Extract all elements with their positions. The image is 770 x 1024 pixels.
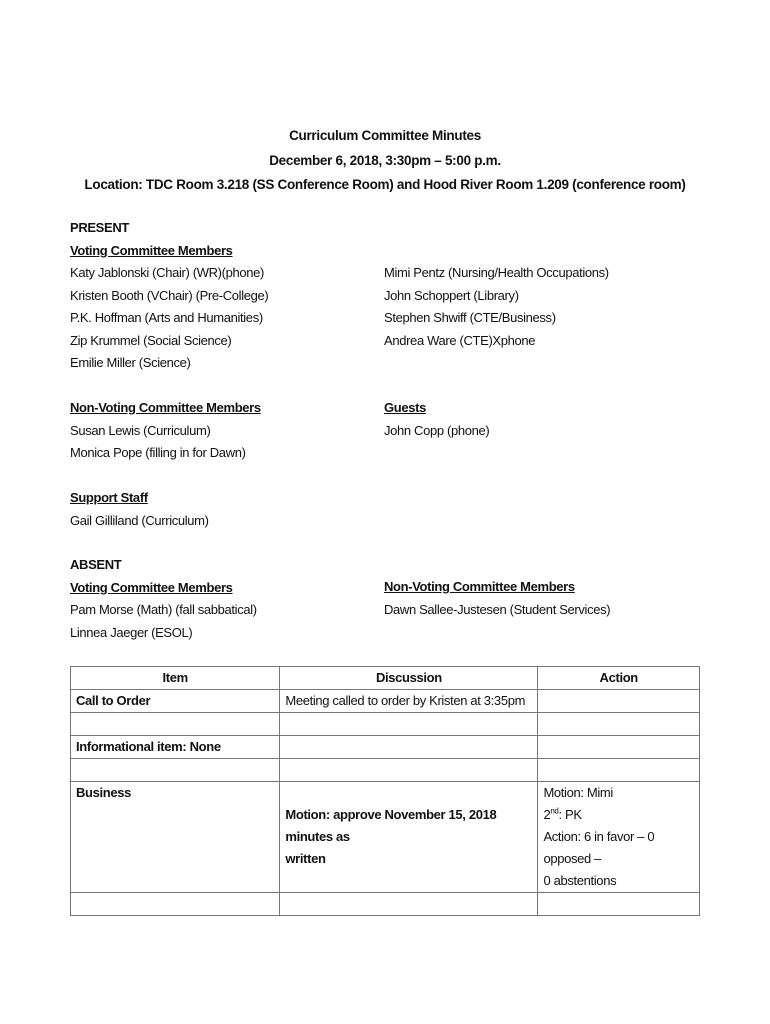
table-cell-discussion <box>280 736 538 759</box>
absent-nonvoting-heading: Non-Voting Committee Members <box>384 579 575 594</box>
present-nonvoting-section <box>70 397 261 465</box>
table-row <box>71 759 700 782</box>
absent-voting-heading: Voting Committee Members <box>70 579 233 595</box>
absent-voting-member: Linnea Jaeger (ESOL) <box>70 624 193 640</box>
table-cell-action <box>538 893 700 916</box>
nonvoting-member: Susan Lewis (Curriculum) <box>70 422 211 438</box>
table-cell-item: Informational item: None <box>71 736 280 759</box>
voting-member: P.K. Hoffman (Arts and Humanities) <box>70 310 263 325</box>
action-second <box>543 804 694 826</box>
table-header-item: Item <box>71 667 280 690</box>
present-right-column <box>384 262 609 352</box>
guests-section <box>384 397 489 442</box>
action-vote: 0 abstentions <box>543 873 617 888</box>
table-cell-discussion <box>280 713 538 736</box>
absent-nonvoting-member: Dawn Sallee-Justesen (Student Services) <box>384 601 611 617</box>
voting-member: Stephen Shwiff (CTE/Business) <box>384 310 556 325</box>
guests-heading: Guests <box>384 400 426 415</box>
nonvoting-member: Monica Pope (filling in for Dawn) <box>70 445 246 460</box>
table-header-discussion: Discussion <box>280 667 538 690</box>
meeting-date: December 6, 2018, 3:30pm – 5:00 p.m. <box>269 152 501 168</box>
document-title: Curriculum Committee Minutes <box>289 128 481 143</box>
action-second-number: 2 <box>543 807 551 822</box>
business-discussion-line: Motion: approve November 15, 2018 minutes as <box>285 807 497 844</box>
voting-member: John Schoppert (Library) <box>384 287 519 303</box>
support-staff-section <box>70 487 209 532</box>
table-cell-discussion <box>280 893 538 916</box>
present-heading: PRESENT <box>70 220 129 235</box>
table-cell-item <box>71 893 280 916</box>
absent-left-column <box>70 554 257 644</box>
table-cell-item: Business <box>71 782 280 893</box>
table-cell-action <box>538 713 700 736</box>
table-row <box>71 893 700 916</box>
minutes-table <box>70 666 700 916</box>
table-row <box>71 736 700 759</box>
absent-heading: ABSENT <box>70 557 122 572</box>
table-header-row <box>71 667 700 690</box>
table-cell-item: Call to Order <box>71 690 280 713</box>
present-nonvoting-heading: Non-Voting Committee Members <box>70 400 261 415</box>
support-staff-member: Gail Gilliland (Curriculum) <box>70 512 209 528</box>
voting-member: Andrea Ware (CTE)Xphone <box>384 332 536 348</box>
table-cell-discussion <box>280 782 538 893</box>
document-header <box>0 124 770 198</box>
table-row <box>71 690 700 713</box>
table-cell-action <box>538 690 700 713</box>
table-cell-action <box>538 736 700 759</box>
voting-member: Katy Jablonski (Chair) (WR)(phone) <box>70 265 264 280</box>
present-voting-heading: Voting Committee Members <box>70 242 233 258</box>
action-second-suffix: nd <box>550 806 559 816</box>
voting-member: Emilie Miller (Science) <box>70 355 191 370</box>
meeting-location: Location: TDC Room 3.218 (SS Conference Room) and Hood River Room 1.209 (conference room) <box>84 177 686 192</box>
table-cell-action <box>538 759 700 782</box>
guest-member: John Copp (phone) <box>384 422 490 438</box>
voting-member: Zip Krummel (Social Science) <box>70 332 232 348</box>
action-vote: Action: 6 in favor – 0 opposed – <box>543 829 655 866</box>
absent-voting-member: Pam Morse (Math) (fall sabbatical) <box>70 602 257 617</box>
table-cell-item <box>71 759 280 782</box>
support-staff-heading: Support Staff <box>70 490 148 505</box>
table-cell-discussion <box>280 759 538 782</box>
table-row <box>71 713 700 736</box>
absent-right-column <box>384 576 610 621</box>
action-motion: Motion: Mimi <box>543 785 613 800</box>
table-cell-item <box>71 713 280 736</box>
table-row-business <box>71 782 700 893</box>
voting-member: Mimi Pentz (Nursing/Health Occupations) <box>384 265 609 280</box>
business-discussion-line: written <box>285 851 326 866</box>
voting-member: Kristen Booth (VChair) (Pre-College) <box>70 287 269 303</box>
table-cell-discussion: Meeting called to order by Kristen at 3:35pm <box>280 690 538 713</box>
action-second-name: : PK <box>558 807 582 822</box>
present-left-column <box>70 217 268 375</box>
table-cell-action <box>538 782 700 893</box>
table-header-action: Action <box>538 667 700 690</box>
